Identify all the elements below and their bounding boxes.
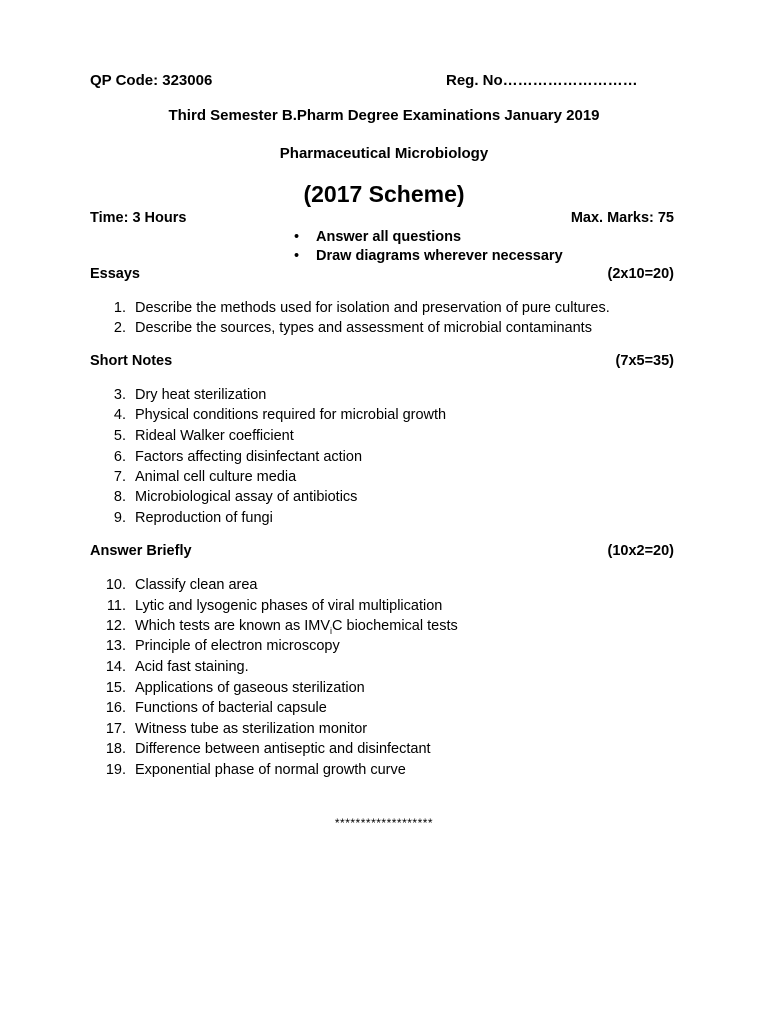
question-number: 16. (105, 700, 126, 716)
max-marks-label: Max. Marks: 75 (570, 210, 674, 226)
question-text: Describe the sources, types and assessment of microbial contaminants (135, 320, 592, 336)
question-text: Lytic and lysogenic phases of viral multiplication (135, 598, 443, 614)
section-title: Answer Briefly (90, 543, 192, 559)
question-text-part: C biochemical tests (332, 618, 458, 634)
question-text: Classify clean area (135, 577, 258, 593)
exam-title: Third Semester B.Pharm Degree Examinations January 2019 (168, 107, 600, 124)
reg-no-field: Reg. No……………………… (446, 72, 638, 89)
scheme-title: (2017 Scheme) (303, 181, 465, 207)
section-title: Essays (90, 266, 140, 282)
instruction-item: Answer all questions (316, 229, 462, 245)
question-number: 18. (105, 741, 126, 757)
instruction-item: Draw diagrams wherever necessary (316, 248, 563, 264)
question-number: 11. (106, 598, 126, 614)
question-number: 13. (105, 638, 126, 654)
question-text: Difference between antiseptic and disinfectant (135, 741, 431, 757)
question-number: 9. (113, 510, 126, 526)
question-text: Rideal Walker coefficient (135, 428, 294, 444)
question-text (135, 618, 458, 636)
question-text: Principle of electron microscopy (135, 638, 340, 654)
question-text: Animal cell culture media (135, 469, 297, 485)
section-marks: (10x2=20) (607, 543, 674, 559)
question-text: Microbiological assay of antibiotics (135, 489, 358, 505)
question-number: 1. (113, 300, 126, 316)
qp-code: QP Code: 323006 (90, 72, 213, 89)
question-text: Dry heat sterilization (135, 387, 267, 403)
question-text: Acid fast staining. (135, 659, 249, 675)
question-text: Reproduction of fungi (135, 510, 273, 526)
question-number: 12. (105, 618, 126, 634)
question-number: 2. (113, 320, 126, 336)
question-number: 6. (113, 449, 126, 465)
bullet-icon: • (294, 248, 300, 264)
question-text: Exponential phase of normal growth curve (135, 762, 406, 778)
question-number: 7. (113, 469, 126, 485)
question-text: Describe the methods used for isolation and preservation of pure cultures. (135, 300, 610, 316)
question-text: Applications of gaseous sterilization (135, 680, 365, 696)
question-number: 5. (113, 428, 126, 444)
subject-title: Pharmaceutical Microbiology (279, 145, 489, 162)
question-text: Factors affecting disinfectant action (135, 449, 363, 465)
question-text: Functions of bacterial capsule (135, 700, 327, 716)
question-number: 19. (105, 762, 126, 778)
question-text: Physical conditions required for microbial growth (135, 407, 447, 423)
question-text-part: Which tests are known as IMV (135, 618, 331, 634)
section-title: Short Notes (90, 353, 173, 369)
bullet-icon: • (294, 229, 300, 245)
question-number: 10. (105, 577, 126, 593)
question-number: 3. (113, 387, 126, 403)
question-number: 8. (113, 489, 126, 505)
subscript-text: i (330, 625, 333, 636)
question-number: 4. (113, 407, 126, 423)
question-number: 17. (105, 721, 126, 737)
end-of-paper-marker: ******************* (334, 816, 434, 830)
section-marks: (7x5=35) (615, 353, 674, 369)
question-text: Witness tube as sterilization monitor (135, 721, 368, 737)
question-number: 14. (105, 659, 126, 675)
section-marks: (2x10=20) (607, 266, 674, 282)
time-label: Time: 3 Hours (90, 210, 187, 226)
question-number: 15. (105, 680, 126, 696)
